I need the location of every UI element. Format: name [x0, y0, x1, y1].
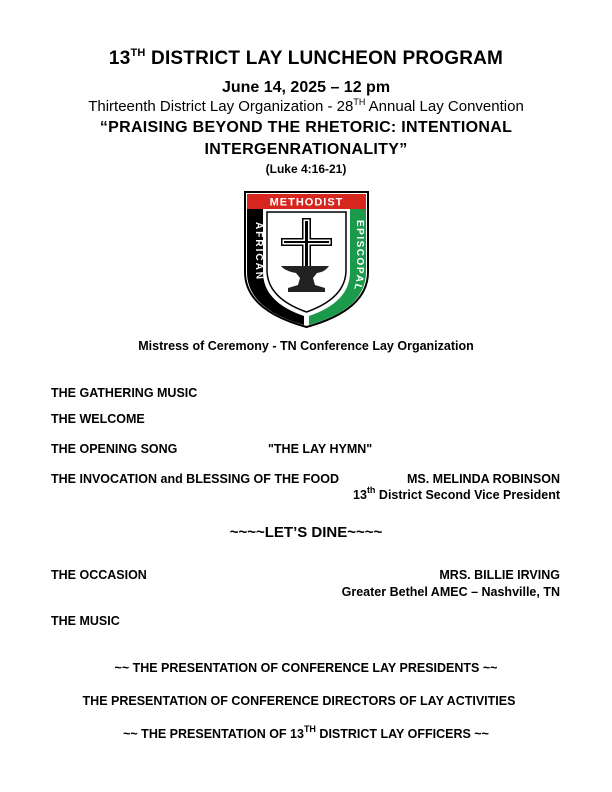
- invocation-role: [353, 485, 560, 502]
- presentation-lay-presidents: ~~ THE PRESENTATION OF CONFERENCE LAY PRESIDENTS ~~: [114, 661, 498, 675]
- role-text: District Second Vice President: [375, 488, 560, 502]
- occasion-person: MRS. BILLIE IRVING: [439, 568, 560, 582]
- org-line-text-a: Thirteenth District Lay Organization - 28: [88, 98, 354, 115]
- item-gathering-music: THE GATHERING MUSIC: [51, 386, 198, 400]
- moc-separator: -: [268, 339, 280, 353]
- organization-line: [0, 98, 612, 115]
- program-title: [0, 48, 612, 70]
- title-superscript: TH: [130, 47, 146, 59]
- officers-text-a: ~~ THE PRESENTATION OF 13: [123, 727, 304, 741]
- item-welcome: THE WELCOME: [51, 412, 145, 426]
- moc-value: TN Conference Lay Organization: [279, 339, 474, 353]
- item-opening-song: THE OPENING SONG: [51, 442, 178, 456]
- org-line-superscript: TH: [353, 97, 366, 107]
- title-text: DISTRICT LAY LUNCHEON PROGRAM: [145, 48, 504, 69]
- role-number: 13: [353, 488, 367, 502]
- occasion-church: Greater Bethel AMEC – Nashville, TN: [341, 585, 560, 599]
- role-superscript: th: [366, 485, 376, 495]
- theme-line-2: INTERGENRATIONALITY”: [204, 141, 408, 158]
- officers-text-b: DISTRICT LAY OFFICERS ~~: [315, 727, 489, 741]
- scripture-reference: (Luke 4:16-21): [265, 162, 347, 176]
- title-number: 13: [108, 48, 131, 69]
- item-invocation: THE INVOCATION and BLESSING OF THE FOOD: [51, 472, 339, 486]
- svg-text:AFRICAN: [253, 222, 265, 282]
- moc-label: Mistress of Ceremony: [138, 339, 269, 353]
- item-occasion: THE OCCASION: [51, 568, 147, 582]
- ame-church-logo: [241, 188, 372, 329]
- presentation-directors: THE PRESENTATION OF CONFERENCE DIRECTORS OF LAY ACTIVITIES: [82, 694, 516, 708]
- item-music: THE MUSIC: [51, 614, 120, 628]
- logo-left-text: AFRICAN: [252, 222, 265, 282]
- officers-superscript: TH: [303, 724, 316, 734]
- logo-right-text: EPISCOPAL: [350, 220, 366, 293]
- lets-dine-heading: ~~~~LET’S DINE~~~~: [229, 524, 383, 541]
- logo-top-text: METHODIST: [269, 196, 344, 209]
- mistress-of-ceremony: [0, 339, 612, 353]
- invocation-person: MS. MELINDA ROBINSON: [406, 472, 560, 486]
- presentation-officers: [0, 724, 612, 741]
- event-date: June 14, 2025 – 12 pm: [221, 79, 391, 96]
- opening-song-title: "THE LAY HYMN": [268, 442, 373, 456]
- org-line-text-b: Annual Lay Convention: [365, 98, 524, 115]
- theme-line-1: “PRAISING BEYOND THE RHETORIC: INTENTIONAL: [99, 119, 513, 136]
